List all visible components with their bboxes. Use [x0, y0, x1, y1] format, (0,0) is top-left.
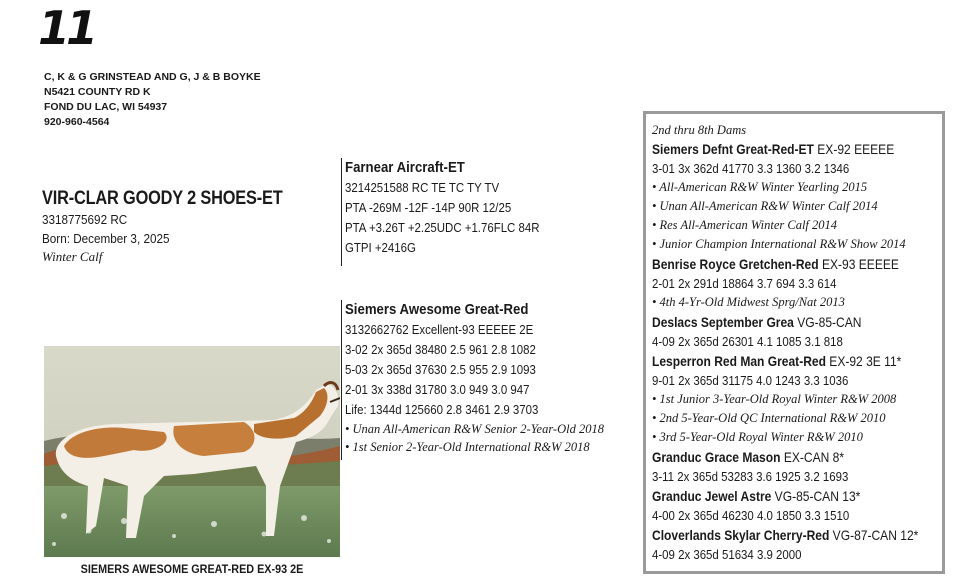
dam-entry-honor: • 2nd 5-Year-Old QC International R&W 2010	[652, 411, 886, 425]
dam-entry-honor: • Res All-American Winter Calf 2014	[652, 218, 838, 232]
dam-entry-honor: • Unan All-American R&W Winter Calf 2014	[652, 199, 878, 213]
dam-honor: • Unan All-American R&W Senior 2-Year-Old 2018	[345, 422, 604, 436]
animal-class: Winter Calf	[42, 249, 103, 264]
dam-entry-record: 3-11 2x 365d 53283 3.6 1925 3.2 1693	[652, 469, 849, 484]
dam-entry-honor: • 1st Junior 3-Year-Old Royal Winter R&W 2008	[652, 392, 897, 406]
sire-block	[345, 158, 566, 258]
consignor-name: C, K & G GRINSTEAD AND G, J & B BOYKE	[44, 71, 261, 83]
dam-line: 5-03 2x 365d 37630 2.5 955 2.9 1093	[345, 362, 536, 377]
consignor-address: N5421 COUNTY RD K	[44, 86, 151, 98]
cow-photo	[44, 346, 340, 557]
dam-entry-record: 3-01 3x 362d 41770 3.3 1360 3.2 1346	[652, 161, 850, 176]
animal-registration: 3318775692 RC	[42, 212, 128, 227]
dams-box	[652, 121, 940, 564]
dam-entry-honor: • All-American R&W Winter Yearling 2015	[652, 180, 868, 194]
cow-photo-illustration	[44, 346, 340, 557]
dam-line: 2-01 3x 338d 31780 3.0 949 3.0 947	[345, 382, 530, 397]
dam-entry-name: Lesperron Red Man Great-Red EX-92 3E 11*	[652, 353, 902, 369]
dam-honor: • 1st Senior 2-Year-Old International R&W 2018	[345, 440, 590, 454]
cut-off-red-header	[330, 0, 660, 8]
consignor-phone: 920-960-4564	[44, 116, 110, 128]
photo-caption: SIEMERS AWESOME GREAT-RED EX-93 2E	[80, 562, 304, 576]
dam-entry-name: Benrise Royce Gretchen-Red EX-93 EEEEE	[652, 256, 899, 272]
sire-line: 3214251588 RC TE TC TY TV	[345, 180, 500, 195]
sire-line: GTPI +2416G	[345, 240, 416, 255]
dam-line: 3132662762 Excellent-93 EEEEE 2E	[345, 322, 534, 337]
dam-block	[345, 300, 604, 456]
dam-entry-name: Cloverlands Skylar Cherry-Red VG-87-CAN 12*	[652, 527, 919, 543]
sire-line: PTA +3.26T +2.25UDC +1.76FLC 84R	[345, 220, 540, 235]
dam-entry-record: 4-09 2x 365d 26301 4.1 1085 3.1 818	[652, 334, 843, 349]
dam-entry-record: 9-01 2x 365d 31175 4.0 1243 3.3 1036	[652, 373, 849, 388]
dam-entry-name: Granduc Jewel Astre VG-85-CAN 13*	[652, 488, 861, 504]
dam-bracket-line	[341, 300, 342, 460]
sire-line: PTA -269M -12F -14P 90R 12/25	[345, 200, 512, 215]
dam-line: Life: 1344d 125660 2.8 3461 2.9 3703	[345, 402, 539, 417]
animal-name: VIR-CLAR GOODY 2 SHOES-ET	[42, 188, 283, 209]
lot-number: 11	[38, 1, 95, 55]
dam-entry-name: Siemers Defnt Great-Red-ET EX-92 EEEEE	[652, 141, 895, 157]
consignor-block	[44, 70, 261, 130]
animal-birthdate: Born: December 3, 2025	[42, 231, 170, 246]
consignor-city: FOND DU LAC, WI 54937	[44, 101, 168, 113]
dam-line: 3-02 2x 365d 38480 2.5 961 2.8 1082	[345, 342, 536, 357]
dam-entry-name: Granduc Grace Mason EX-CAN 8*	[652, 449, 845, 465]
dam-entry-honor: • 3rd 5-Year-Old Royal Winter R&W 2010	[652, 430, 863, 444]
dam-entry-record: 4-09 2x 365d 51634 3.9 2000	[652, 547, 802, 562]
dam-entry-record: 4-00 2x 365d 46230 4.0 1850 3.3 1510	[652, 508, 850, 523]
dam-entry-name: Deslacs September Grea VG-85-CAN	[652, 314, 862, 330]
dam-entry-honor: • Junior Champion International R&W Show 2014	[652, 237, 906, 251]
sire-name: Farnear Aircraft-ET	[345, 159, 465, 176]
dam-entry-honor: • 4th 4-Yr-Old Midwest Sprg/Nat 2013	[652, 295, 845, 309]
dam-entry-record: 2-01 2x 291d 18864 3.7 694 3.3 614	[652, 276, 837, 291]
dam-name: Siemers Awesome Great-Red	[345, 301, 529, 318]
sire-bracket-line	[341, 158, 342, 266]
dams-box-title: 2nd thru 8th Dams	[652, 123, 747, 137]
animal-block	[42, 188, 322, 266]
